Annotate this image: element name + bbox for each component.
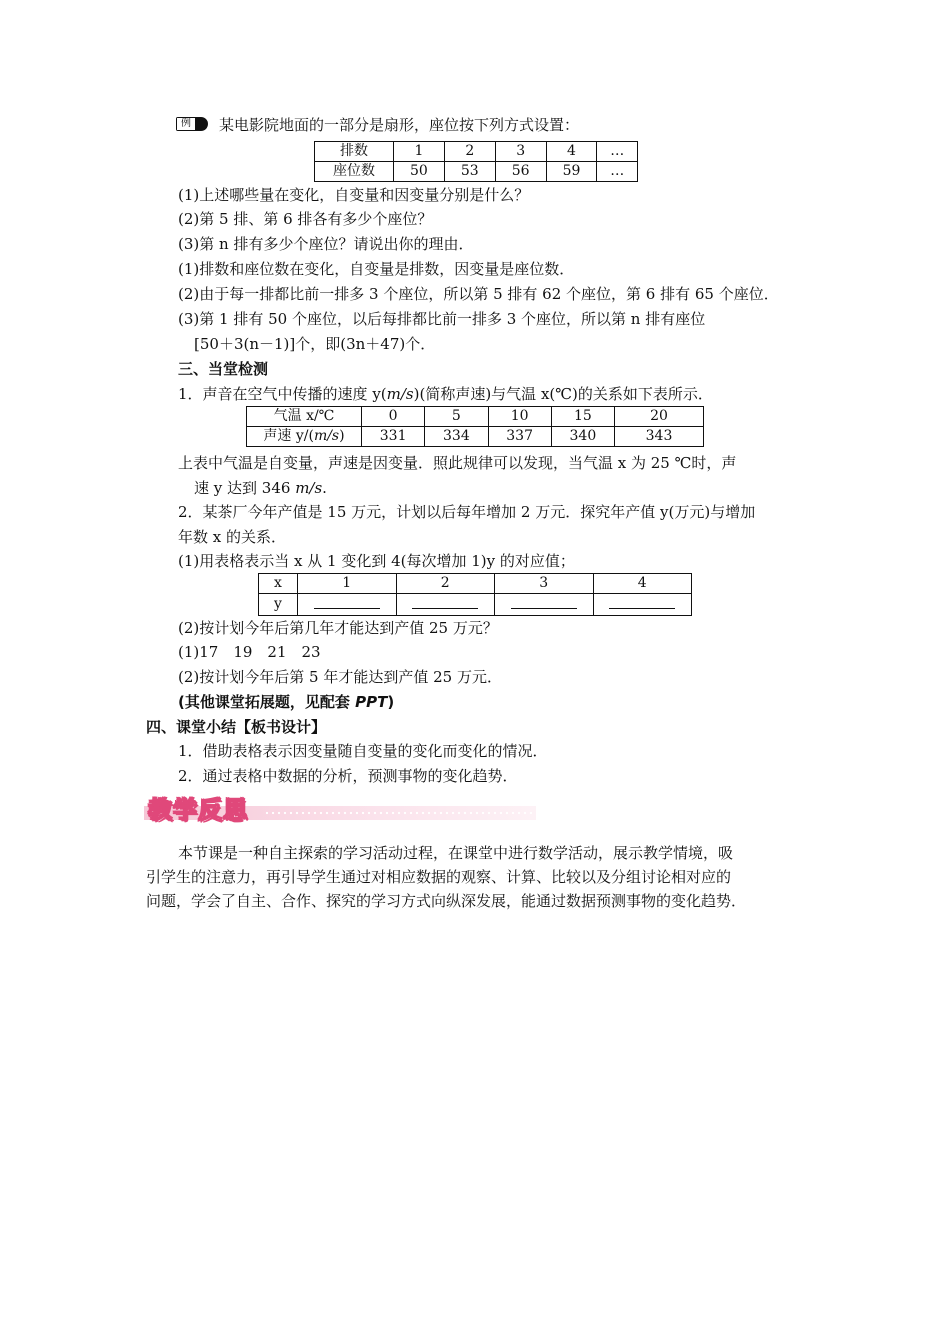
table-row	[315, 162, 638, 182]
blank-line	[314, 594, 380, 609]
answer-3-cont: [50＋3(n－1)]个，即(3n＋47)个．	[194, 335, 436, 353]
table-cell: 53	[444, 162, 495, 182]
answer-sound-text-b: .	[322, 479, 327, 497]
table-cell: 4	[593, 574, 692, 594]
answer-sound-2	[194, 478, 327, 498]
table-cell: 3	[495, 142, 546, 162]
table-row	[247, 407, 704, 427]
table-cell: 排数	[315, 142, 394, 162]
blank-line	[609, 594, 675, 609]
table-cell: 337	[488, 427, 551, 447]
ppt-note-b: )	[387, 693, 395, 711]
seat-table	[314, 141, 638, 182]
cell-text-a: 声速 y/(	[263, 428, 314, 444]
table-cell	[298, 594, 397, 616]
table-cell: 56	[495, 162, 546, 182]
reflection-banner	[144, 790, 536, 822]
problem-2-cont: 年数 x 的关系．	[178, 528, 286, 546]
ppt-note	[178, 692, 394, 712]
problem-1-unit: m/s	[386, 385, 414, 403]
table-cell	[396, 594, 495, 616]
reflection-line-1: 本节课是一种自主探索的学习活动过程，在课堂中进行数学活动，展示教学情境，吸	[178, 844, 734, 862]
ppt-note-ppt: PPT	[355, 693, 388, 711]
table-row	[259, 574, 692, 594]
question-2: (2)第 5 排、第 6 排各有多少个座位？	[178, 210, 433, 228]
table-cell: y	[259, 594, 298, 616]
table-cell	[247, 427, 362, 447]
table-cell: …	[597, 162, 638, 182]
summary-1: 1．借助表格表示因变量随自变量的变化而变化的情况．	[178, 742, 548, 760]
table-cell	[495, 594, 594, 616]
table-row	[315, 142, 638, 162]
table-cell: 气温 x/℃	[247, 407, 362, 427]
table-cell: 1	[298, 574, 397, 594]
section-3-title: 三、当堂检测	[178, 360, 269, 378]
problem-2: 2．某茶厂今年产值是 15 万元，计划以后每年增加 2 万元．探究年产值 y(万元)与增加	[178, 503, 756, 521]
question-1: (1)上述哪些量在变化，自变量和因变量分别是什么？	[178, 186, 530, 204]
answer-sound-unit: m/s	[295, 479, 323, 497]
table-cell: 20	[615, 407, 704, 427]
table-cell: 343	[615, 427, 704, 447]
problem-2-a1: (1)17 19 21 23	[178, 643, 321, 661]
tea-table	[258, 573, 692, 616]
table-cell: 2	[396, 574, 495, 594]
table-cell: x	[259, 574, 298, 594]
problem-2-q1: (1)用表格表示当 x 从 1 变化到 4(每次增加 1)y 的对应值；	[178, 552, 575, 570]
table-cell: 3	[495, 574, 594, 594]
table-cell: 59	[546, 162, 597, 182]
question-3: (3)第 n 排有多少个座位？请说出你的理由．	[178, 235, 474, 253]
ppt-note-a: (其他课堂拓展题，见配套	[178, 693, 356, 711]
table-cell	[593, 594, 692, 616]
table-cell: 334	[425, 427, 488, 447]
banner-title: 教学反思	[148, 796, 248, 824]
table-cell: …	[597, 142, 638, 162]
example-intro: 某电影院地面的一部分是扇形，座位按下列方式设置：	[219, 116, 580, 134]
problem-1-text-b: )(简称声速)与气温 x(℃)的关系如下表所示．	[413, 385, 713, 403]
table-cell: 10	[488, 407, 551, 427]
cell-text-b: )	[339, 428, 345, 444]
answer-2: (2)由于每一排都比前一排多 3 个座位，所以第 5 排有 62 个座位，第 6 排有 65 个座位．	[178, 285, 779, 303]
answer-3: (3)第 1 排有 50 个座位，以后每排都比前一排多 3 个座位，所以第 n 排有座位	[178, 310, 706, 328]
table-row	[259, 594, 692, 616]
example-badge	[176, 117, 208, 131]
banner-dots	[264, 811, 532, 815]
table-cell: 0	[362, 407, 425, 427]
answer-sound-1: 上表中气温是自变量，声速是因变量．照此规律可以发现，当气温 x 为 25 ℃时，声	[178, 454, 737, 472]
problem-2-q2: (2)按计划今年后第几年才能达到产值 25 万元？	[178, 619, 498, 637]
sound-speed-table	[246, 406, 704, 447]
table-cell: 2	[444, 142, 495, 162]
table-cell: 5	[425, 407, 488, 427]
reflection-line-2: 引学生的注意力，再引导学生通过对相应数据的观察、计算、比较以及分组讨论相对应的	[146, 868, 732, 886]
cell-unit: m/s	[313, 428, 340, 444]
section-4-title: 四、课堂小结【板书设计】	[146, 718, 327, 736]
blank-line	[511, 594, 577, 609]
answer-1: (1)排数和座位数在变化，自变量是排数，因变量是座位数．	[178, 260, 575, 278]
reflection-line-3: 问题，学会了自主、合作、探究的学习方式向纵深发展，能通过数据预测事物的变化趋势．	[146, 892, 747, 910]
table-row	[247, 427, 704, 447]
table-cell: 4	[546, 142, 597, 162]
table-cell: 座位数	[315, 162, 394, 182]
answer-sound-text-a: 速 y 达到 346	[194, 479, 296, 497]
summary-2: 2．通过表格中数据的分析，预测事物的变化趋势．	[178, 767, 518, 785]
table-cell: 50	[394, 162, 445, 182]
table-cell: 331	[362, 427, 425, 447]
problem-1-text-a: 1．声音在空气中传播的速度 y(	[178, 385, 387, 403]
problem-1	[178, 384, 713, 404]
problem-2-a2: (2)按计划今年后第 5 年才能达到产值 25 万元．	[178, 668, 502, 686]
table-cell: 340	[551, 427, 614, 447]
example-badge-label: 例	[176, 117, 196, 131]
table-cell: 1	[394, 142, 445, 162]
table-cell: 15	[551, 407, 614, 427]
blank-line	[412, 594, 478, 609]
